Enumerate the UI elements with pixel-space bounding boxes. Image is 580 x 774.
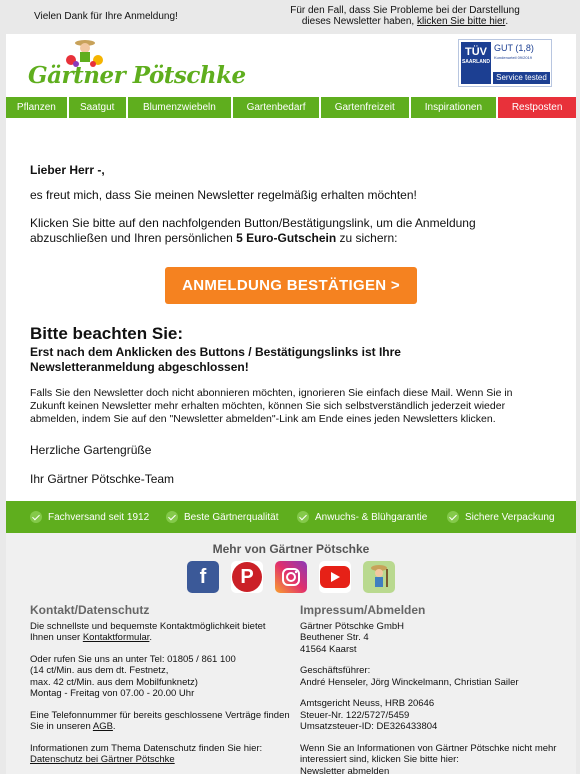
agb-link[interactable]: AGB (92, 721, 113, 732)
contact-title: Kontakt/Datenschutz (30, 603, 150, 617)
gardener-icon[interactable] (363, 561, 395, 593)
usp-label: Anwuchs- & Blühgarantie (315, 511, 428, 523)
usp-item (297, 511, 427, 523)
nav-item-gartenbedarf[interactable]: Gartenbedarf (233, 97, 319, 118)
tuv-grade: GUT (1,8) (494, 43, 534, 53)
tuv-mark-text: TÜV (465, 46, 487, 58)
tuv-sub: Kundenurteil 09/2019 (494, 55, 533, 60)
agb-end: . (112, 721, 116, 732)
check-icon (30, 511, 42, 523)
footer (6, 533, 576, 774)
agb-pre: Eine Telefonnummer für bereits geschlossene Verträge finden Sie in unseren (30, 709, 290, 732)
instruction-text (30, 216, 550, 246)
check-icon (166, 511, 178, 523)
unsubscribe-text: Wenn Sie an Informationen von Gärtner Pötschke nicht mehr interessiert sind, klicken Sie bitte hier: (300, 742, 557, 765)
signature: Ihr Gärtner Pötschke-Team (30, 472, 175, 486)
usp-item (30, 511, 149, 523)
unsubscribe-link[interactable]: Newsletter abmelden (300, 765, 390, 774)
instagram-icon[interactable] (275, 561, 307, 593)
imprint-column (300, 605, 560, 774)
company-city: 41564 Kaarst (300, 643, 357, 655)
usp-item (447, 511, 555, 523)
youtube-icon[interactable] (319, 561, 351, 593)
top-bar (0, 0, 580, 34)
ceo-label: Geschäftsführer: (300, 665, 371, 676)
nav-item-gartenfreizeit[interactable]: Gartenfreizeit (321, 97, 409, 118)
main-nav (6, 97, 576, 118)
usp-label: Fachversand seit 1912 (48, 511, 150, 523)
contact-form-pre: Die schnellste und bequemste Kontaktmöglichkeit bietet Ihnen unser (30, 620, 266, 643)
phone-cost-landline: (14 ct/Min. aus dem dt. Festnetz, (30, 665, 169, 676)
imprint-title: Impressum/Abmelden (300, 603, 426, 617)
salutation: Lieber Herr -, (30, 163, 105, 177)
nav-item-pflanzen[interactable]: Pflanzen (6, 97, 67, 118)
check-icon (447, 511, 459, 523)
logo-wordmark: Gärtner Pötschke (28, 62, 246, 89)
notice-subtitle: Erst nach dem Anklicken des Buttons / Bestätigungslinks ist Ihre Newsletteranmeldung abgeschlossen! (30, 345, 401, 374)
more-title: Mehr von Gärtner Pötschke (212, 542, 370, 556)
thanks-text: Vielen Dank für Ihre Anmeldung! (34, 11, 178, 22)
closing-text: Herzliche Gartengrüße (30, 443, 152, 457)
phone-hours: Montag - Freitag von 07.00 - 20.00 Uhr (30, 688, 195, 699)
check-icon (297, 511, 309, 523)
tuv-service: Service tested (493, 72, 550, 84)
privacy-text: Informationen zum Thema Datenschutz finden Sie hier: (30, 742, 263, 754)
ceo-names: André Henseler, Jörg Winckelmann, Christian Sailer (300, 676, 519, 688)
contact-form-end: . (149, 632, 153, 643)
view-online-link[interactable]: klicken Sie bitte hier (416, 16, 506, 27)
vat-id: Umsatzsteuer-ID: DE326433804 (300, 721, 438, 732)
pinterest-icon[interactable]: P (231, 561, 263, 593)
company-street: Beuthener Str. 4 (300, 632, 369, 643)
company-name: Gärtner Pötschke GmbH (300, 620, 405, 632)
instruction-post: zu sichern: (336, 231, 398, 245)
instruction-pre: Klicken Sie bitte auf den nachfolgenden Button/Bestätigungslink, um die Anmeldung abzuschließen und Ihren persönlichen (30, 216, 476, 245)
usp-label: Sichere Verpackung (465, 511, 555, 523)
nav-item-inspirationen[interactable]: Inspirationen (411, 97, 497, 118)
nav-item-blumenzwiebeln[interactable]: Blumenzwiebeln (128, 97, 232, 118)
usp-item (166, 511, 279, 523)
voucher-highlight: 5 Euro-Gutschein (236, 231, 337, 245)
agb-text (30, 710, 290, 733)
brand-logo[interactable] (28, 40, 246, 94)
contact-form-text (30, 621, 290, 644)
usp-label: Beste Gärtnerqualität (184, 511, 279, 523)
tuv-mark (461, 42, 491, 84)
phone-line: Oder rufen Sie uns an unter Tel: 01805 / 861 100 (30, 653, 236, 665)
intro-text: es freut mich, dass Sie meinen Newsletter regelmäßig erhalten möchten! (30, 188, 417, 202)
unsubscribe-info: Falls Sie den Newsletter doch nicht abonnieren möchten, ignorieren Sie einfach diese Mail. Wenn Sie in Zukunft keinen Newsletter mehr erhalten möchten, können Sie sich selbstverständlich jederzeit wieder abmelden, indem Sie auf den "Newsletter abmelden"-Link am Ende eines jeden Newsletters klicken. (30, 387, 513, 425)
tuv-mark-sub: SAARLAND (461, 59, 491, 65)
contact-column (30, 605, 290, 766)
display-problem-end: . (505, 16, 509, 27)
nav-item-restposten[interactable]: Restposten (498, 97, 576, 118)
privacy-link[interactable]: Datenschutz bei Gärtner Pötschke (30, 754, 175, 765)
tuv-badge[interactable] (458, 39, 552, 87)
social-links (6, 561, 576, 593)
newsletter-card (6, 34, 576, 774)
confirm-subscription-button[interactable]: ANMELDUNG BESTÄTIGEN > (165, 267, 417, 304)
phone-cost-mobile: max. 42 ct/Min. aus dem Mobilfunknetz) (30, 676, 198, 688)
facebook-icon[interactable]: f (187, 561, 219, 593)
court-registration: Amtsgericht Neuss, HRB 20646 (300, 698, 435, 709)
display-problem-notice (290, 5, 520, 27)
nav-item-saatgut[interactable]: Saatgut (69, 97, 126, 118)
usp-bar (6, 501, 576, 533)
tax-number: Steuer-Nr. 122/5727/5459 (300, 709, 410, 721)
display-problem-text: Für den Fall, dass Sie Probleme bei der Darstellung dieses Newsletter haben, (290, 5, 520, 27)
contact-form-link[interactable]: Kontaktformular (82, 632, 150, 643)
notice-title: Bitte beachten Sie: (30, 324, 184, 343)
